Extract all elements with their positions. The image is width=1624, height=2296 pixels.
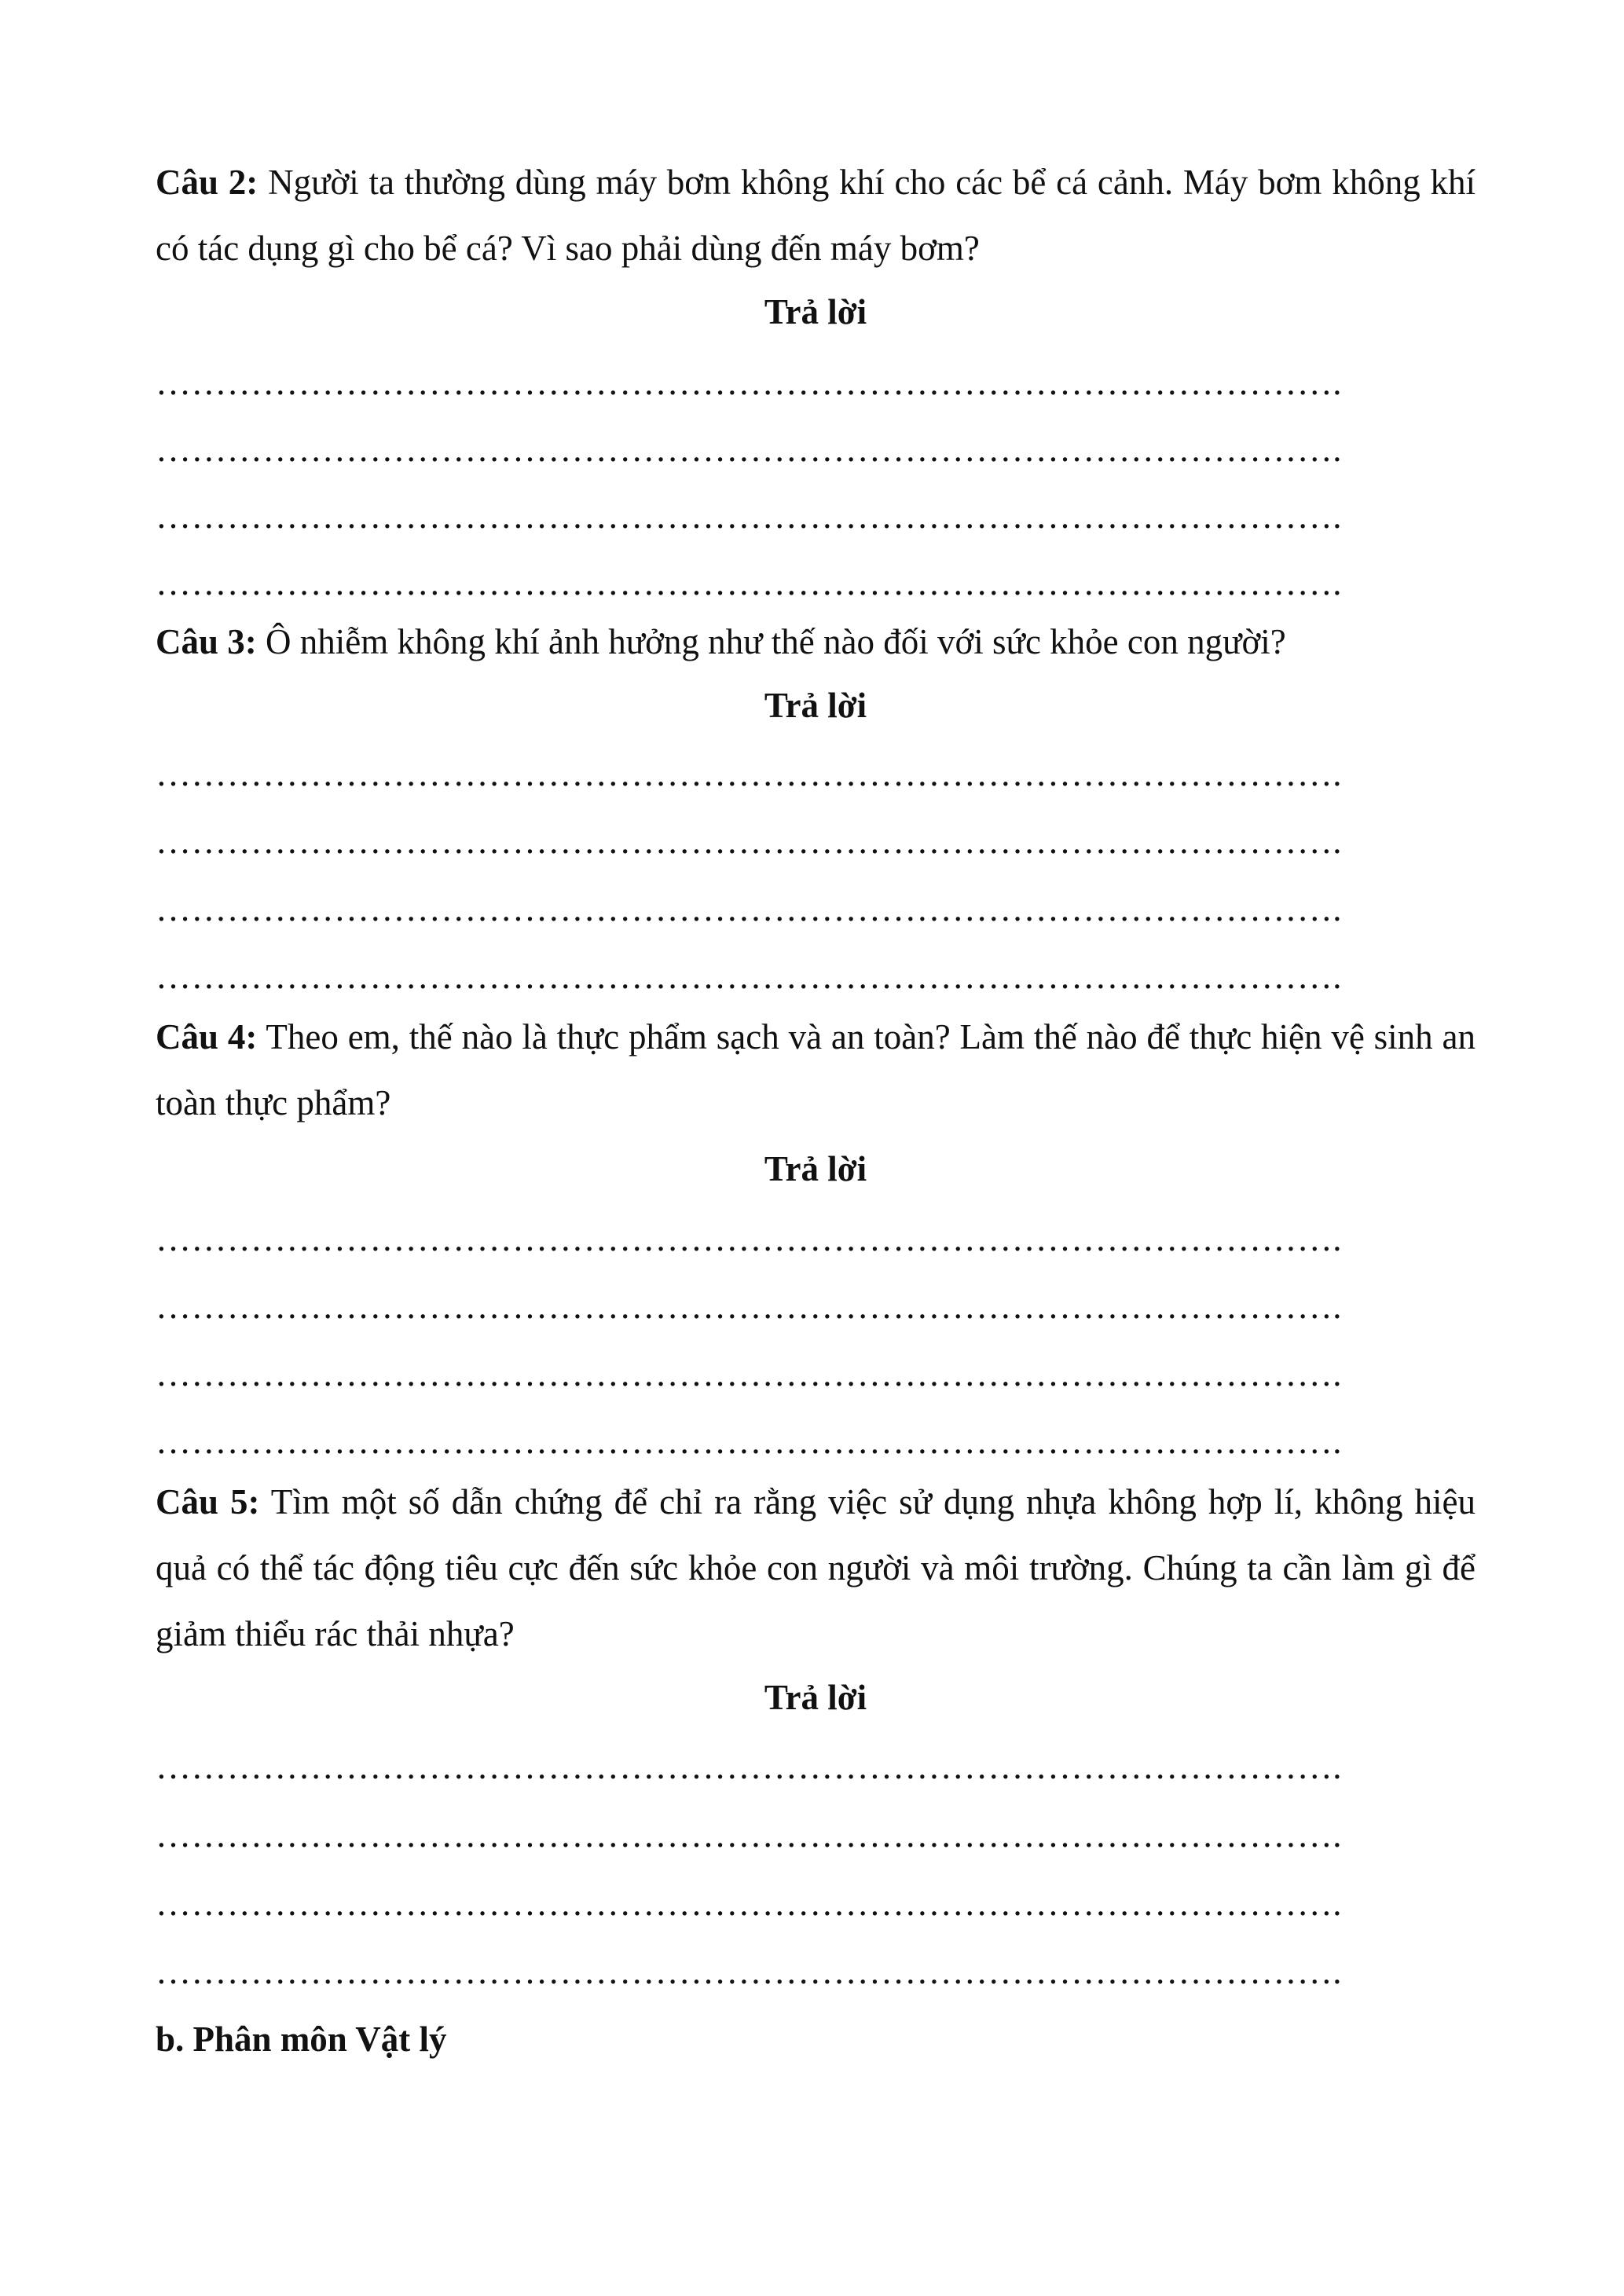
question-4-answer-line-2: ………………………………………………………………………………………. xyxy=(156,1287,1342,1326)
question-4-answer-line-4: ………………………………………………………………………………………. xyxy=(156,1422,1342,1461)
question-2-answer-line-2: ………………………………………………………………………………………. xyxy=(156,430,1342,469)
question-3-label: Câu 3: xyxy=(156,622,257,661)
question-3-answer-line-4: ………………………………………………………………………………………. xyxy=(156,957,1342,996)
question-4-text: Theo em, thế nào là thực phẩm sạch và an toàn? Làm thế nào để thực hiện vệ sinh an toàn thực phẩm? xyxy=(156,1017,1476,1122)
question-3-text: Ô nhiễm không khí ảnh hưởng như thế nào đối với sức khỏe con người? xyxy=(256,622,1286,661)
question-2-answer-line-1: ………………………………………………………………………………………. xyxy=(156,363,1342,402)
question-2-text: Người ta thường dùng máy bơm không khí cho các bể cá cảnh. Máy bơm không khí có tác dụng gì cho bể cá? Vì sao phải dùng đến máy bơm? xyxy=(156,163,1476,268)
question-4-answer-line-3: ………………………………………………………………………………………. xyxy=(156,1354,1342,1393)
question-2-answer-heading: Trả lời xyxy=(764,292,867,331)
question-4-answer-line-1: ………………………………………………………………………………………. xyxy=(156,1219,1342,1258)
question-3-answer-heading: Trả lời xyxy=(764,686,867,725)
question-5 xyxy=(156,1469,1476,1667)
question-2-label: Câu 2: xyxy=(156,163,258,202)
question-3-answer-line-2: ………………………………………………………………………………………. xyxy=(156,822,1342,861)
question-5-answer-heading: Trả lời xyxy=(764,1678,867,1717)
question-4-answer-heading: Trả lời xyxy=(764,1149,867,1188)
question-5-answer-line-1: ………………………………………………………………………………………. xyxy=(156,1747,1342,1786)
question-5-text: Tìm một số dẫn chứng để chỉ ra rằng việc sử dụng nhựa không hợp lí, không hiệu quả có thể tác động tiêu cực đến sức khỏe con người và môi trường. Chúng ta cần làm gì để giảm thiểu rác thải nhựa? xyxy=(156,1482,1476,1653)
question-4-label: Câu 4: xyxy=(156,1017,258,1056)
question-5-answer-line-3: ………………………………………………………………………………………. xyxy=(156,1884,1342,1923)
section-title: b. Phân môn Vật lý xyxy=(156,2020,447,2059)
question-2-answer-line-4: ………………………………………………………………………………………. xyxy=(156,563,1342,602)
question-5-answer-line-4: ………………………………………………………………………………………. xyxy=(156,1952,1342,1991)
question-2 xyxy=(156,149,1476,281)
question-5-label: Câu 5: xyxy=(156,1482,260,1522)
question-2-answer-line-3: ………………………………………………………………………………………. xyxy=(156,496,1342,536)
question-3 xyxy=(156,609,1476,675)
question-5-answer-line-2: ………………………………………………………………………………………. xyxy=(156,1815,1342,1855)
question-4 xyxy=(156,1004,1476,1136)
question-3-answer-line-3: ………………………………………………………………………………………. xyxy=(156,889,1342,928)
question-3-answer-line-1: ………………………………………………………………………………………. xyxy=(156,754,1342,793)
